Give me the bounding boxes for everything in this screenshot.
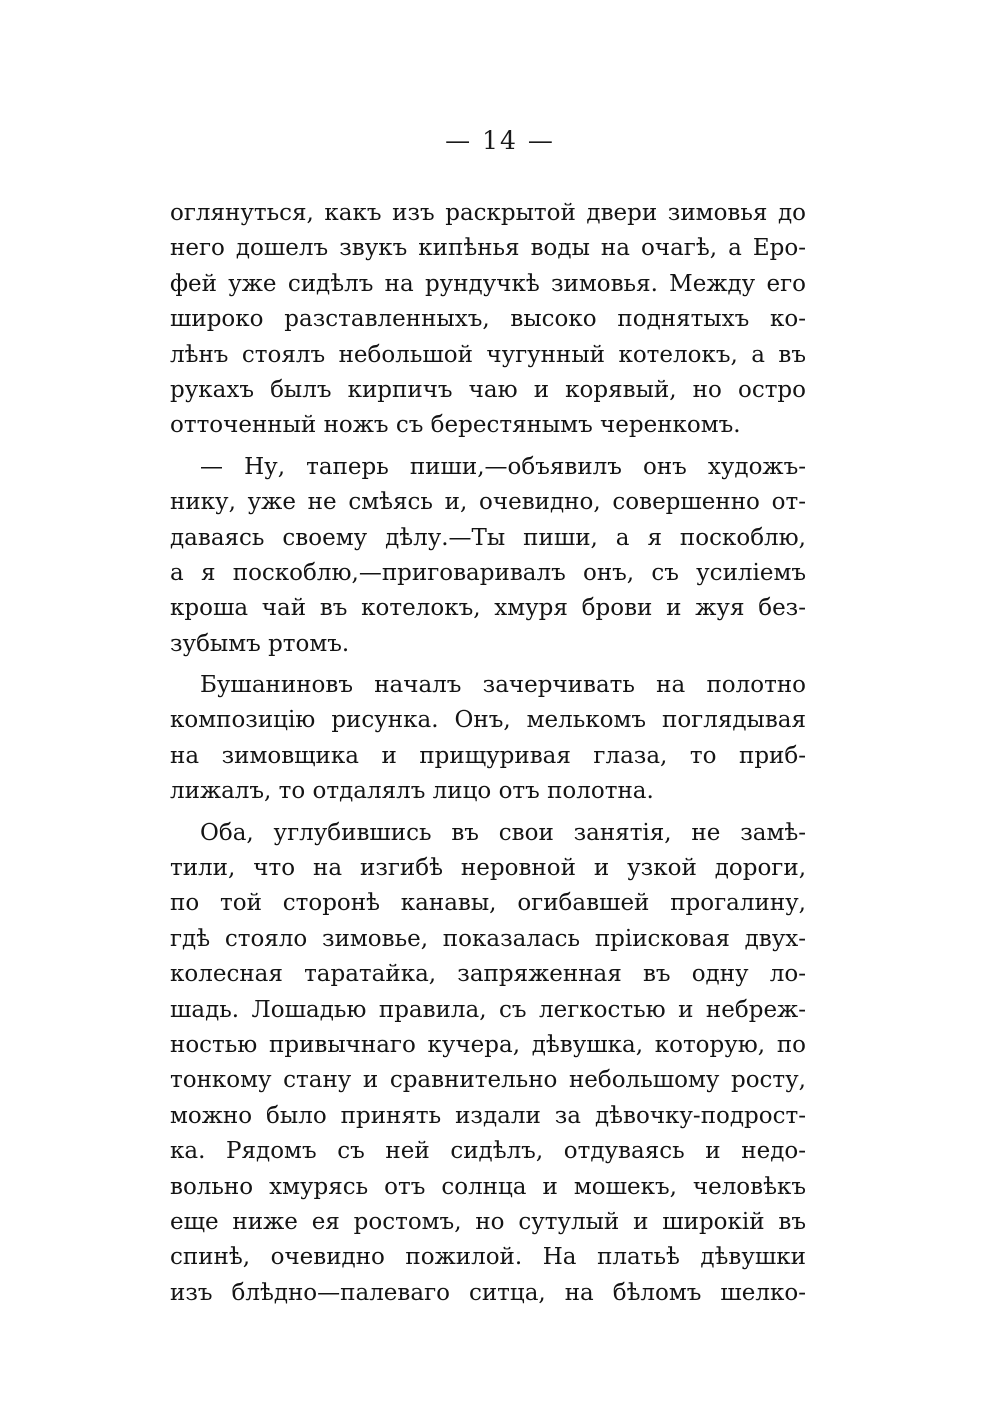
text-line: отточенный ножъ съ берестянымъ черенкомъ.: [170, 412, 741, 439]
text-line: Бушаниновъ началъ зачерчивать на полотно: [200, 672, 806, 699]
text-line: шадь. Лошадью правила, съ легкостью и небреж-: [170, 996, 806, 1023]
paragraph: [170, 450, 806, 662]
text-line: — Ну, таперь пиши,—объявилъ онъ художъ-: [200, 453, 806, 480]
text-line: изъ блѣдно—палеваго ситца, на бѣломъ шелко-: [170, 1279, 806, 1306]
text-line: него дошелъ звукъ кипѣнья воды на очагѣ, а Еро-: [170, 235, 806, 262]
text-line: широко разставленныхъ, высоко поднятыхъ ко-: [170, 306, 806, 333]
text-line: лижалъ, то отдалялъ лицо отъ полотна.: [170, 778, 654, 805]
text-line: рукахъ былъ кирпичъ чаю и корявый, но остро: [170, 376, 806, 403]
paragraph: [170, 668, 806, 810]
text-line: кроша чай въ котелокъ, хмуря брови и жуя без-: [170, 595, 806, 622]
paragraph: [170, 196, 806, 444]
text-line: ка. Рядомъ съ ней сидѣлъ, отдуваясь и недо-: [170, 1138, 806, 1165]
body-text: [170, 196, 806, 1311]
text-line: фей уже сидѣлъ на рундучкѣ зимовья. Между его: [170, 270, 806, 297]
text-line: гдѣ стояло зимовье, показалась пріисковая двух-: [170, 925, 806, 952]
text-line: композицію рисунка. Онъ, мелькомъ поглядывая: [170, 707, 806, 734]
text-line: зубымъ ртомъ.: [170, 630, 350, 657]
text-line: можно было принять издали за дѣвочку-подрост-: [170, 1102, 806, 1129]
text-line: тонкому стану и сравнительно небольшому росту,: [170, 1067, 806, 1094]
text-line: по той сторонѣ канавы, огибавшей прогалину,: [170, 890, 806, 917]
text-line: а я поскоблю,—приговаривалъ онъ, съ усиліемъ: [170, 559, 806, 586]
text-line: колесная таратайка, запряженная въ одну ло-: [170, 961, 806, 988]
text-line: ностью привычнаго кучера, дѣвушка, которую, по: [170, 1031, 806, 1058]
text-line: на зимовщика и прищуривая глаза, то приб-: [170, 742, 806, 769]
paragraph: [170, 816, 806, 1311]
text-line: нику, уже не смѣясь и, очевидно, совершенно от-: [170, 489, 806, 516]
text-line: даваясь своему дѣлу.—Ты пиши, а я поскоблю,: [170, 524, 806, 551]
text-line: тили, что на изгибѣ неровной и узкой дороги,: [170, 855, 806, 882]
text-line: лѣнъ стоялъ небольшой чугунный котелокъ, а въ: [170, 341, 806, 368]
text-line: еще ниже ея ростомъ, но сутулый и широкій въ: [170, 1208, 806, 1235]
page-number: — 14 —: [445, 126, 555, 155]
text-line: вольно хмурясь отъ солнца и мошекъ, человѣкъ: [170, 1173, 806, 1200]
text-line: спинѣ, очевидно пожилой. На платьѣ дѣвушки: [170, 1244, 806, 1271]
text-line: оглянуться, какъ изъ раскрытой двери зимовья до: [170, 200, 806, 226]
text-line: Оба, углубившись въ свои занятія, не замѣ-: [200, 819, 806, 846]
